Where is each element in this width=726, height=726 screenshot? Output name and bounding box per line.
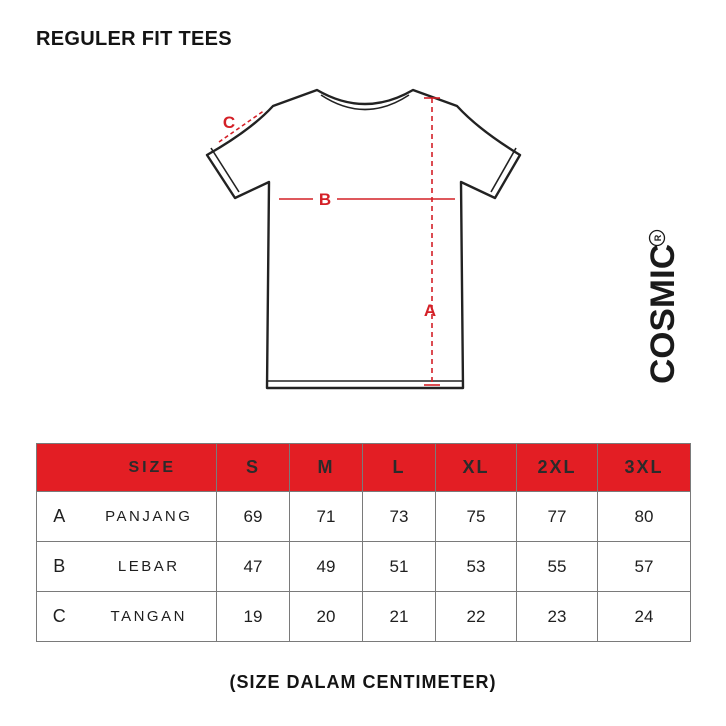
table-cell: 57 xyxy=(598,542,691,592)
header-size-xl: XL xyxy=(436,444,517,492)
table-cell: 75 xyxy=(436,492,517,542)
table-cell: 77 xyxy=(517,492,598,542)
table-cell: 23 xyxy=(517,592,598,642)
row-name: PANJANG xyxy=(82,492,217,542)
table-cell: 53 xyxy=(436,542,517,592)
row-code: A xyxy=(37,492,82,542)
table-cell: 51 xyxy=(363,542,436,592)
row-code: C xyxy=(37,592,82,642)
header-size-s: S xyxy=(217,444,290,492)
unit-footnote: (SIZE DALAM CENTIMETER) xyxy=(229,672,497,692)
table-header-row xyxy=(37,444,691,492)
label-a: A xyxy=(423,301,437,320)
table-cell: 73 xyxy=(363,492,436,542)
brand-logo xyxy=(636,228,686,388)
tshirt-diagram xyxy=(195,78,535,400)
brand-name: COSMIC xyxy=(644,248,682,384)
registered-mark: R xyxy=(653,234,663,242)
table-cell: 24 xyxy=(598,592,691,642)
table-cell: 80 xyxy=(598,492,691,542)
table-cell: 55 xyxy=(517,542,598,592)
table-cell: 20 xyxy=(290,592,363,642)
tshirt-outline-icon xyxy=(207,90,520,388)
table-cell: 69 xyxy=(217,492,290,542)
table-cell: 21 xyxy=(363,592,436,642)
row-name: TANGAN xyxy=(82,592,217,642)
table-cell: 19 xyxy=(217,592,290,642)
header-size-l: L xyxy=(363,444,436,492)
table-cell: 71 xyxy=(290,492,363,542)
header-size-label: SIZE xyxy=(82,444,217,492)
table-cell: 22 xyxy=(436,592,517,642)
table-cell: 47 xyxy=(217,542,290,592)
table-cell: 49 xyxy=(290,542,363,592)
header-size-3xl: 3XL xyxy=(598,444,691,492)
row-name: LEBAR xyxy=(82,542,217,592)
table-row xyxy=(37,542,691,592)
label-c: C xyxy=(222,113,236,132)
header-blank-cell xyxy=(37,444,82,492)
size-chart-table xyxy=(36,443,691,642)
header-size-m: M xyxy=(290,444,363,492)
header-size-2xl: 2XL xyxy=(517,444,598,492)
page-title: REGULER FIT TEES xyxy=(36,28,232,50)
table-row xyxy=(37,492,691,542)
table-row xyxy=(37,592,691,642)
label-b: B xyxy=(318,190,332,209)
row-code: B xyxy=(37,542,82,592)
